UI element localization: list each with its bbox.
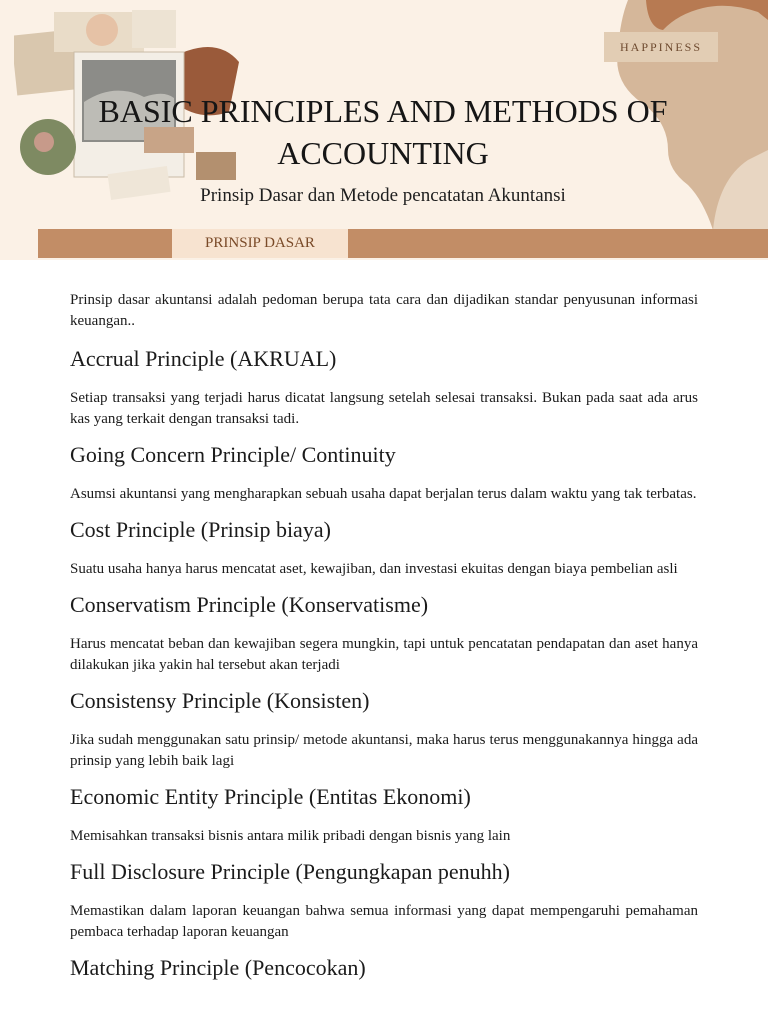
principle-description: Jika sudah menggunakan satu prinsip/ metode akuntansi, maka harus terus menggunakannya hingga ada prinsip yang lebih baik lagi bbox=[70, 732, 698, 769]
principle-title: Full Disclosure Principle (Pengungkapan penuhh) bbox=[70, 859, 510, 884]
principle-title: Cost Principle (Prinsip biaya) bbox=[70, 517, 331, 542]
principle-description: Setiap transaksi yang terjadi harus dicatat langsung setelah selesai transaksi. Bukan pada saat ada arus kas yang terkait dengan transaksi tadi. bbox=[70, 390, 698, 427]
principle-description: Harus mencatat beban dan kewajiban segera mungkin, tapi untuk pencatatan pendapatan dan aset hanya dilakukan jika yakin hal tersebut akan terjadi bbox=[70, 636, 698, 673]
principle-title: Matching Principle (Pencocokan) bbox=[70, 955, 366, 980]
principle-title: Consistensy Principle (Konsisten) bbox=[70, 688, 370, 713]
header bbox=[0, 0, 768, 260]
happiness-badge: HAPPINESS bbox=[604, 32, 718, 62]
principle-title: Conservatism Principle (Konservatisme) bbox=[70, 592, 429, 617]
principle-description: Memisahkan transaksi bisnis antara milik pribadi dengan bisnis yang lain bbox=[70, 828, 511, 844]
principle-title: Economic Entity Principle (Entitas Ekonomi) bbox=[70, 784, 471, 809]
section-band-label: PRINSIP DASAR bbox=[172, 229, 348, 258]
principle-description: Asumsi akuntansi yang mengharapkan sebuah usaha dapat berjalan terus dalam waktu yang tak terbatas. bbox=[70, 486, 697, 502]
page-title: BASIC PRINCIPLES AND METHODS OF ACCOUNTING bbox=[98, 93, 668, 171]
principle-description: Memastikan dalam laporan keuangan bahwa semua informasi yang dapat mempengaruhi pemahaman pembaca terhadap laporan keuangan bbox=[70, 903, 698, 940]
principle-title: Accrual Principle (AKRUAL) bbox=[70, 346, 337, 371]
principle-description: Suatu usaha hanya harus mencatat aset, kewajiban, dan investasi ekuitas dengan biaya pembelian asli bbox=[70, 561, 678, 577]
page-subtitle: Prinsip Dasar dan Metode pencatatan Akuntansi bbox=[200, 185, 566, 206]
content bbox=[70, 290, 698, 983]
intro-paragraph: Prinsip dasar akuntansi adalah pedoman berupa tata cara dan dijadikan standar penyusunan informasi keuangan.. bbox=[70, 292, 698, 329]
section-band bbox=[38, 229, 768, 258]
principle-title: Going Concern Principle/ Continuity bbox=[70, 442, 396, 467]
